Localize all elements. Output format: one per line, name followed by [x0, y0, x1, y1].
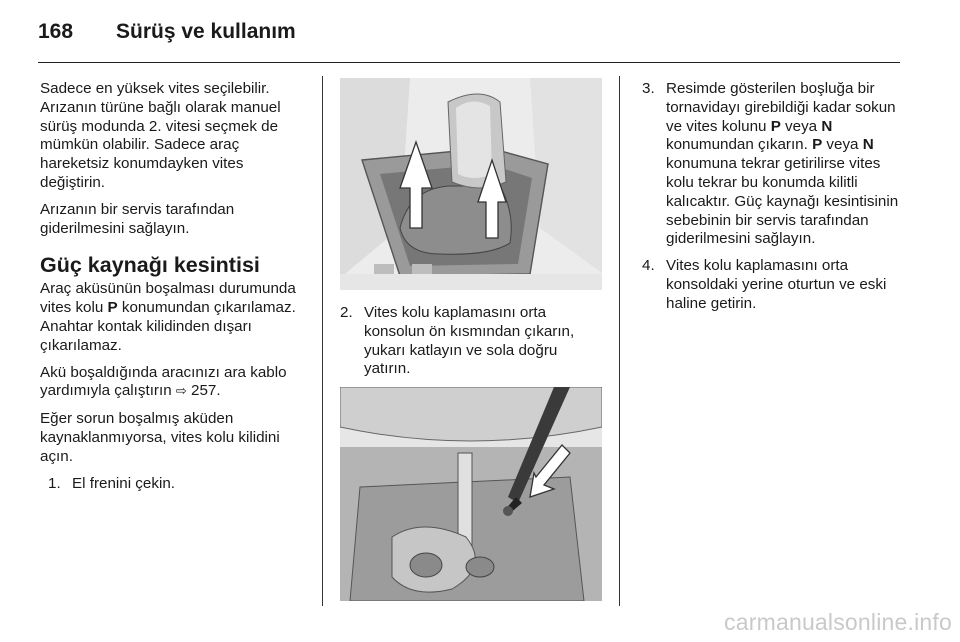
gear-lever-drawing — [340, 78, 602, 290]
text-segment: veya — [780, 117, 822, 135]
page-reference-arrow-icon: ⇨ — [175, 384, 187, 400]
page-reference-link[interactable]: 257. — [186, 382, 221, 400]
paragraph-jump-start — [40, 364, 308, 403]
column-1 — [40, 80, 308, 501]
page-header — [38, 18, 900, 63]
screwdriver-drawing — [340, 387, 602, 601]
text-segment: Araç aküsünün boşalması durumunda vites kolu — [40, 280, 296, 317]
step-number: 1. — [48, 474, 61, 492]
list-item-step-2 — [340, 304, 602, 379]
step-number: 2. — [340, 304, 353, 321]
key-position-p: P — [107, 299, 118, 317]
step-text — [666, 80, 912, 249]
step-number: 4. — [642, 257, 655, 275]
text-segment: konumundan çıkarılamaz. Anahtar kontak kilidinden dışarı çıkarılamaz. — [40, 299, 296, 354]
column-divider-right — [619, 76, 620, 606]
key-position-p: P — [812, 136, 823, 154]
text-segment: konumuna tekrar getirilirse vites kolu tekrar bu konumda kilitli kalıcaktır. Güç kaynağı kesintisinin sebebinin bir servis tarafından giderilmesini sağlayın. — [666, 155, 899, 248]
paragraph-service-fix: Arızanın bir servis tarafından giderilmesini sağlayın. — [40, 200, 235, 237]
step-text: El frenini çekin. — [72, 474, 175, 492]
section-title: Sürüş ve kullanım — [116, 20, 296, 43]
column-3 — [642, 80, 912, 322]
key-position-n: N — [862, 136, 874, 154]
step-number: 3. — [642, 80, 655, 97]
paragraph-battery-discharge — [40, 280, 308, 355]
heading-power-interruption: Güç kaynağı kesintisi — [40, 253, 260, 278]
text-segment: Resimde gösterilen boşluğa bir tornavidayı girebildiği kadar sokun ve vites kolunu — [666, 80, 896, 135]
text-segment: Akü boşaldığında aracınızı ara kablo yardımıyla çalıştırın — [40, 363, 287, 400]
key-position-n: N — [821, 117, 833, 135]
paragraph-unlock-lever: Eğer sorun boşalmış aküden kaynaklanmıyorsa, vites kolu kilidini açın. — [40, 410, 280, 465]
key-position-p: P — [770, 117, 781, 135]
list-item-step-1 — [48, 475, 308, 494]
step-text: Vites kolu kaplamasını orta konsoldaki yerine oturtun ve eski haline getirin. — [666, 257, 887, 312]
step-text: Vites kolu kaplamasını orta konsolun ön kısmından çıkarın, yukarı katlayın ve sola doğru yatırın. — [364, 304, 575, 378]
list-item-step-3 — [642, 80, 912, 249]
watermark: carmanualsonline.info — [724, 609, 952, 635]
page-number: 168 — [38, 20, 74, 43]
gear-lever-illustration — [340, 78, 602, 290]
column-2 — [340, 80, 602, 601]
text-segment: konumundan çıkarın. — [666, 136, 813, 154]
list-item-step-4 — [642, 257, 912, 313]
paragraph-highest-gear: Sadece en yüksek vites seçilebilir. Arızanın türüne bağlı olarak manuel sürüş modunda 2. vitesi seçmek de mümkün olabilir. Sadece araç hareketsiz konumdayken vites değiştirin. — [40, 80, 281, 191]
screwdriver-illustration — [340, 387, 602, 601]
text-segment: veya — [822, 136, 863, 154]
column-divider-left — [322, 76, 323, 606]
